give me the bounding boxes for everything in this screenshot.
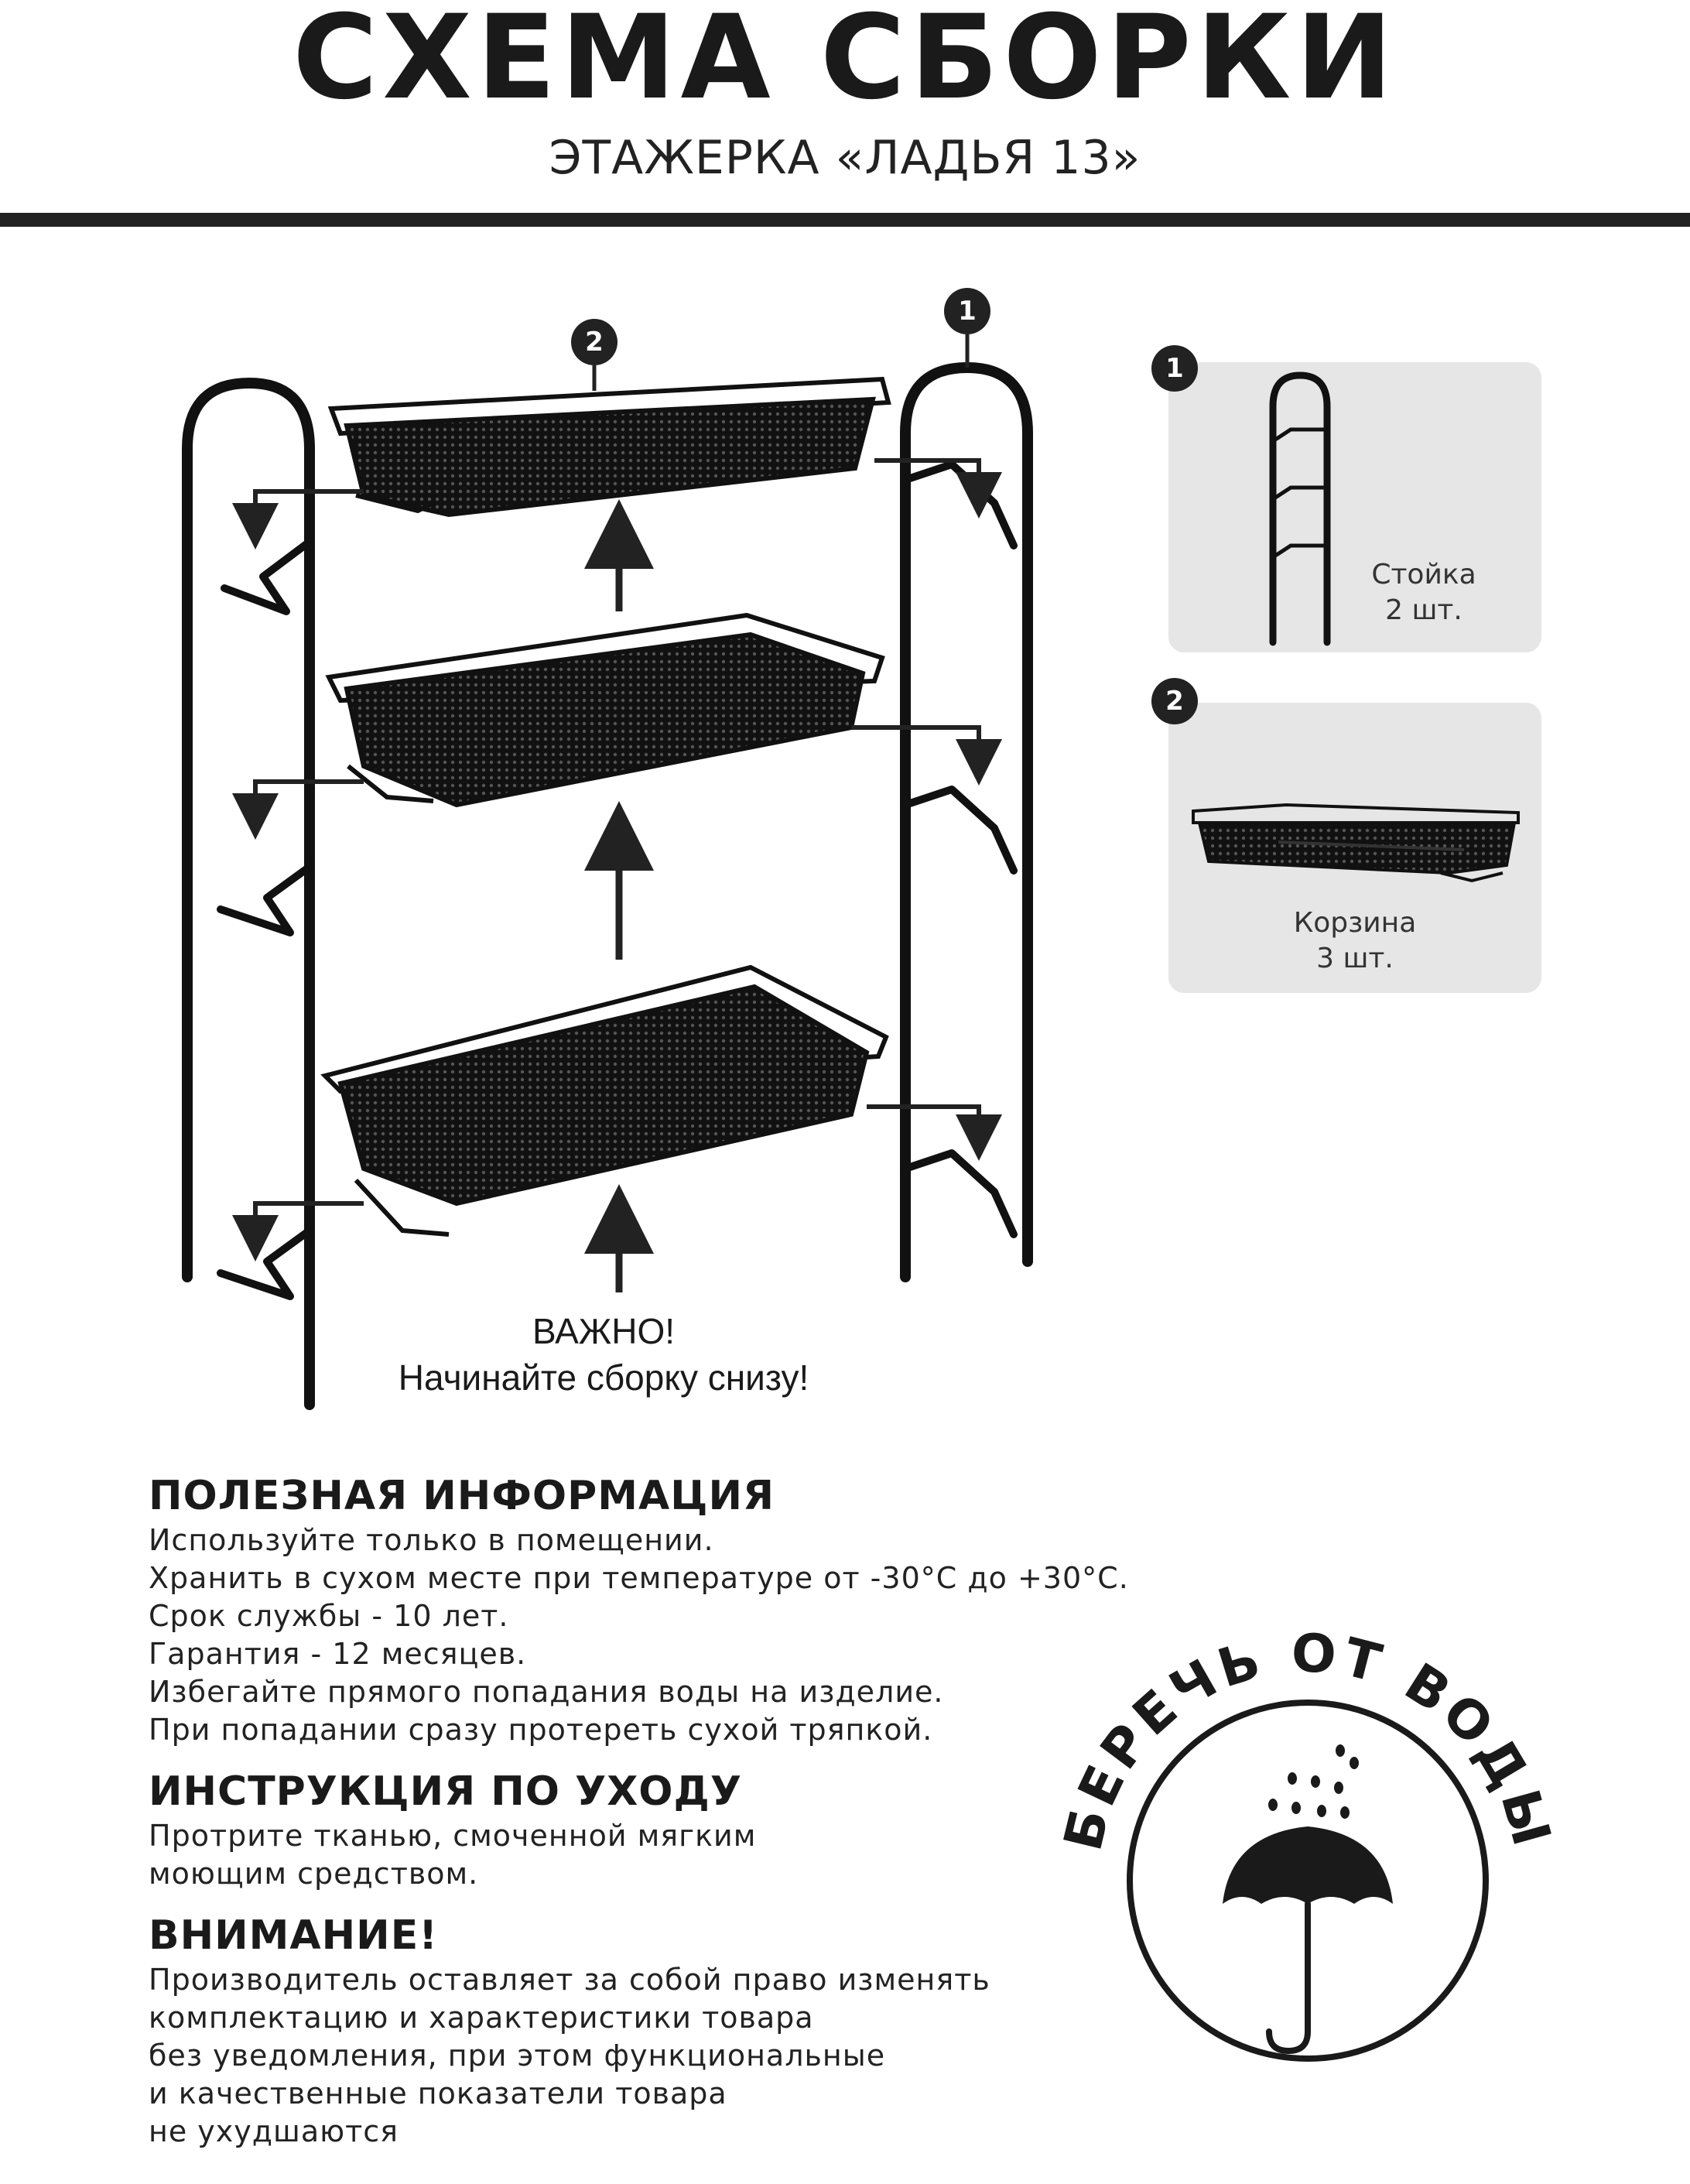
part-number-badge: 1 — [1151, 345, 1198, 392]
section-heading: ИНСТРУКЦИЯ ПО УХОДУ — [149, 1768, 742, 1815]
info-line: и качественные показатели товара — [149, 2076, 727, 2110]
info-line: не ухудшаются — [149, 2114, 399, 2148]
basket-middle — [329, 615, 882, 805]
section-lines — [149, 1522, 1155, 1749]
info-sections — [149, 1470, 1155, 2168]
basket-bottom — [325, 967, 886, 1234]
stamp-text — [1052, 1623, 1563, 1857]
part-qty: 2 шт. — [1385, 594, 1462, 626]
info-line: комплектацию и характеристики товара — [149, 2001, 814, 2035]
umbrella-icon — [1223, 1744, 1393, 2051]
section-heading: ПОЛЕЗНАЯ ИНФОРМАЦИЯ — [149, 1473, 775, 1519]
callout-basket-badge: 2 — [571, 319, 618, 365]
right-rack-stand — [905, 368, 1028, 1277]
product-subtitle: ЭТАЖЕРКА «ЛАДЬЯ 13» — [549, 131, 1141, 185]
info-line: Гарантия - 12 месяцев. — [149, 1637, 527, 1671]
stamp-arc-text: БЕРЕЧЬ ОТ ВОДЫ — [1052, 1623, 1564, 1857]
callout-rack-badge: 1 — [944, 288, 990, 334]
info-line: Производитель оставляет за собой право изменять — [149, 1963, 990, 1997]
page-title: СХЕМА СБОРКИ — [292, 0, 1398, 125]
info-line: Протрите тканью, смоченной мягким — [149, 1819, 757, 1853]
section-heading: ВНИМАНИЕ! — [149, 1912, 438, 1959]
info-line: моющим средством. — [149, 1857, 479, 1891]
keep-dry-stamp — [1021, 1579, 1579, 2167]
basket-top — [331, 379, 888, 515]
mesh-basket-icon — [1185, 796, 1526, 896]
info-line: Срок службы - 10 лет. — [149, 1599, 509, 1633]
part-name: Корзина — [1293, 907, 1417, 939]
part-label-rack — [1331, 557, 1517, 628]
part-card-rack — [1168, 362, 1541, 652]
part-card-basket — [1168, 703, 1541, 993]
info-line: Используйте только в помещении. — [149, 1523, 714, 1557]
left-rack-stand — [187, 383, 310, 1405]
part-number-badge: 2 — [1151, 678, 1198, 724]
section-lines — [149, 1817, 1155, 1893]
part-qty: 3 шт. — [1316, 943, 1394, 974]
important-title: ВАЖНО! — [532, 1311, 676, 1351]
section-lines — [149, 1961, 1155, 2151]
info-line: При попадании сразу протереть сухой тряпкой. — [149, 1713, 933, 1747]
part-label-basket — [1168, 905, 1541, 977]
info-line: без уведомления, при этом функциональные — [149, 2039, 886, 2073]
info-line: Хранить в сухом месте при температуре от -30°С до +30°С. — [149, 1561, 1129, 1595]
part-name: Стойка — [1371, 559, 1476, 591]
info-line: Избегайте прямого попадания воды на изделие. — [149, 1675, 944, 1709]
important-text: Начинайте сборку снизу! — [398, 1357, 809, 1398]
important-note — [333, 1308, 874, 1401]
